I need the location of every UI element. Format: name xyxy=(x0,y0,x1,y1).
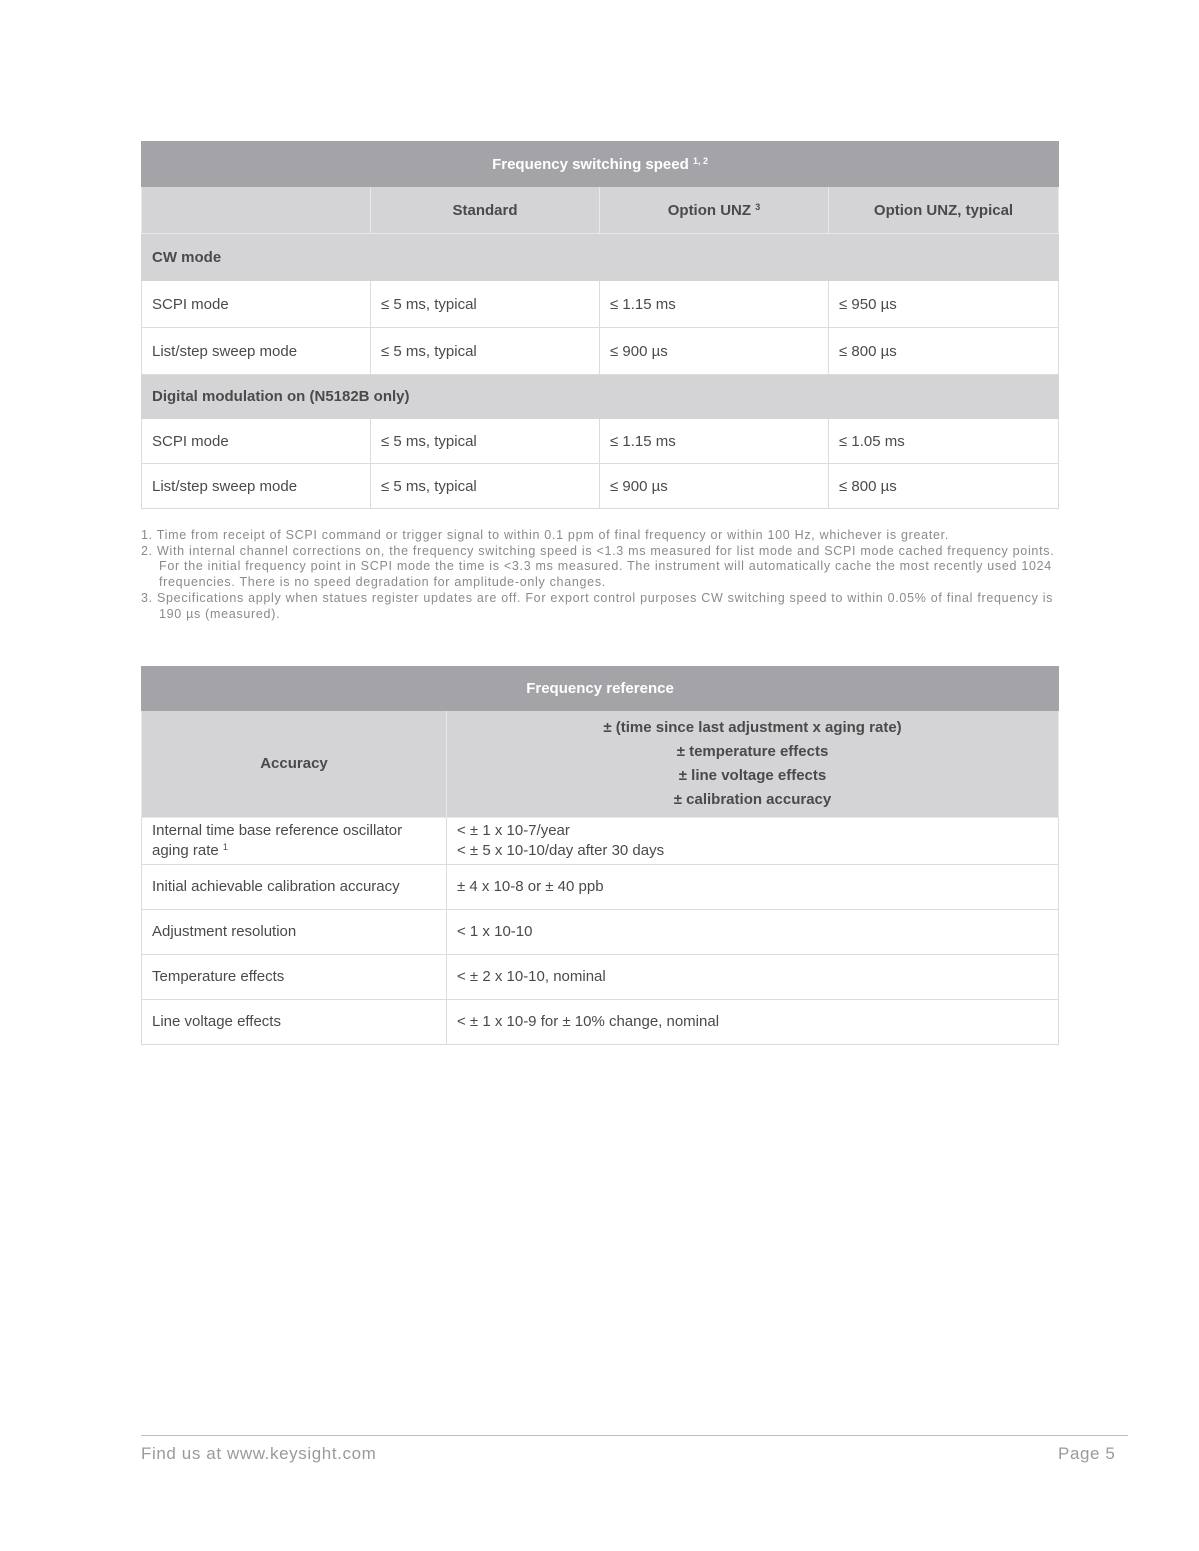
row-value: < ± 1 x 10-9 for ± 10% change, nominal xyxy=(447,1000,1059,1045)
column-header xyxy=(142,187,371,234)
table-row xyxy=(142,281,1059,328)
frequency-reference-table xyxy=(141,666,1059,1045)
table-title-row xyxy=(142,667,1059,711)
table-cell: ≤ 5 ms, typical xyxy=(371,419,600,464)
footer-website[interactable]: Find us at www.keysight.com xyxy=(141,1444,377,1463)
column-header: Option UNZ, typical xyxy=(829,187,1059,234)
section-label: Digital modulation on (N5182B only) xyxy=(142,375,1059,419)
row-label: Adjustment resolution xyxy=(142,910,447,955)
table-title-row xyxy=(142,142,1059,187)
table-cell: ≤ 1.05 ms xyxy=(829,419,1059,464)
footnote: 3. Specifications apply when statues register updates are off. For export control purposes CW switching speed to within 0.05% of final frequency is 190 µs (measured). xyxy=(141,590,1054,621)
table-cell: ≤ 800 µs xyxy=(829,328,1059,375)
accuracy-formula: ± (time since last adjustment x aging rate) ± temperature effects ± line voltage effects ± calibration accuracy xyxy=(447,711,1059,818)
table-cell: List/step sweep mode xyxy=(142,328,371,375)
column-header-row xyxy=(142,187,1059,234)
row-label: Initial achievable calibration accuracy xyxy=(142,865,447,910)
table-cell: ≤ 900 µs xyxy=(600,464,829,509)
table-row xyxy=(142,328,1059,375)
table-row xyxy=(142,818,1059,865)
page-number: Page 5 xyxy=(1058,1444,1116,1463)
table-cell: ≤ 5 ms, typical xyxy=(371,328,600,375)
row-value: < ± 2 x 10-10, nominal xyxy=(447,955,1059,1000)
table-row xyxy=(142,910,1059,955)
table-row xyxy=(142,419,1059,464)
row-value: ± 4 x 10-8 or ± 40 ppb xyxy=(447,865,1059,910)
column-header: Option UNZ $^3$ xyxy=(600,187,829,234)
frequency-switching-speed-table xyxy=(141,141,1059,509)
table-title: Frequency reference xyxy=(142,667,1059,711)
table-cell: ≤ 1.15 ms xyxy=(600,419,829,464)
row-value: < 1 x 10-10 xyxy=(447,910,1059,955)
footer-divider xyxy=(141,1435,1128,1436)
table-cell: List/step sweep mode xyxy=(142,464,371,509)
accuracy-label: Accuracy xyxy=(142,711,447,818)
section-label: CW mode xyxy=(142,234,1059,281)
footnotes xyxy=(141,528,1061,622)
table-cell: ≤ 5 ms, typical xyxy=(371,464,600,509)
table-cell: ≤ 900 µs xyxy=(600,328,829,375)
row-value: < ± 1 x 10-7/year < ± 5 x 10-10/day after 30 days xyxy=(447,818,1059,865)
table-cell: ≤ 800 µs xyxy=(829,464,1059,509)
table-row xyxy=(142,865,1059,910)
accuracy-header-row xyxy=(142,711,1059,818)
table-row xyxy=(142,1000,1059,1045)
row-label: Internal time base reference oscillator aging rate $^1$ xyxy=(142,818,447,865)
row-label: Temperature effects xyxy=(142,955,447,1000)
table-cell: ≤ 1.15 ms xyxy=(600,281,829,328)
table-row xyxy=(142,464,1059,509)
column-header: Standard xyxy=(371,187,600,234)
table-row xyxy=(142,955,1059,1000)
table-cell: SCPI mode xyxy=(142,419,371,464)
footnote: 1. Time from receipt of SCPI command or trigger signal to within 0.1 ppm of final frequency or within 100 Hz, whichever is greater. xyxy=(141,528,949,542)
table-title: Frequency switching speed $^{1, 2}$ xyxy=(142,142,1059,187)
table-cell: ≤ 5 ms, typical xyxy=(371,281,600,328)
row-label: Line voltage effects xyxy=(142,1000,447,1045)
footnote: 2. With internal channel corrections on, the frequency switching speed is <1.3 ms measured for list mode and SCPI mode cached frequency points. For the initial frequency point in SCPI mode the time is <3.3 ms measured. The instrument will automatically cache the most recently used 1024 frequencies. There is no speed degradation for amplitude-only changes. xyxy=(141,543,1055,590)
table-cell: ≤ 950 µs xyxy=(829,281,1059,328)
table-cell: SCPI mode xyxy=(142,281,371,328)
section-row xyxy=(142,234,1059,281)
section-row xyxy=(142,375,1059,419)
